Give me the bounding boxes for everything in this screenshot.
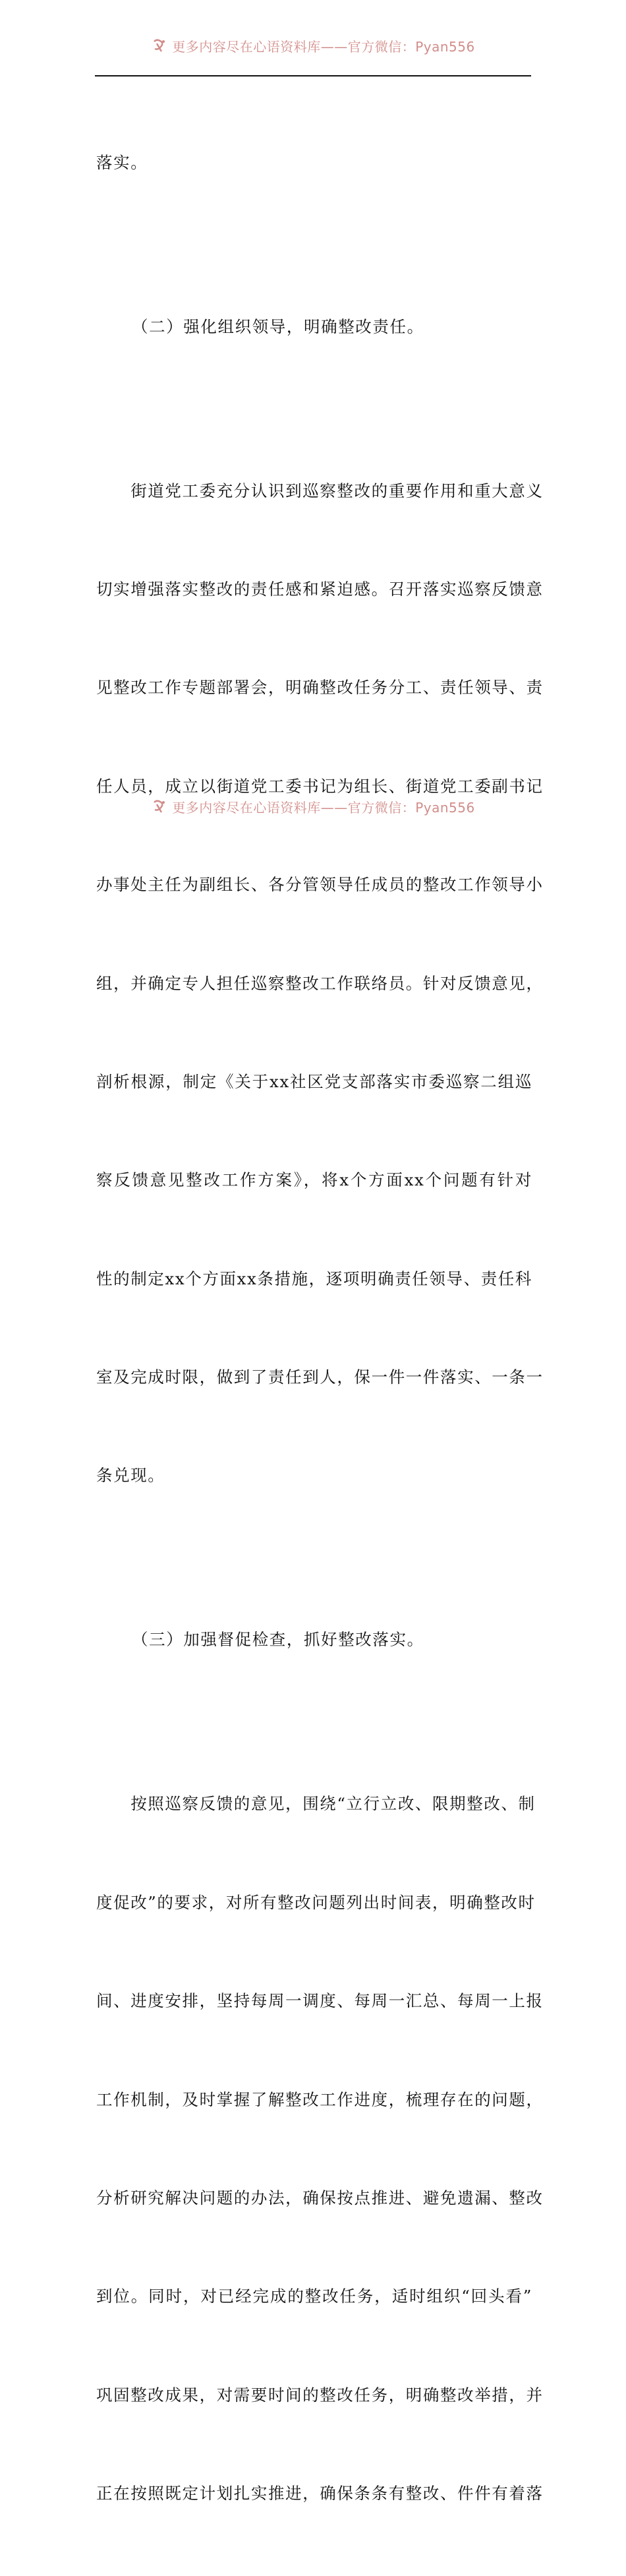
text-line: 条兑现。 [96, 1466, 165, 1485]
text-line: 巩固整改成果，对需要时间的整改任务，明确整改举措，并 [96, 2385, 544, 2405]
text-line: 室及完成时限，做到了责任到人，保一件一件落实、一条一 [96, 1367, 544, 1387]
section-heading-2 [96, 245, 532, 409]
text-line: 分析研究解决问题的办法，确保按点推进、避免遗漏、整改 [96, 2188, 544, 2207]
text-line: 见整改工作专题部署会，明确整改任务分工、责任领导、责 [96, 678, 544, 698]
heading-text: （三）加强督促检查，抓好整改落实。 [132, 1630, 424, 1650]
text-line: 察反馈意见整改工作方案》，将x个方面xx个问题有针对 [96, 1170, 532, 1190]
section-heading-3 [96, 1558, 532, 1722]
text-line: 度促改”的要求，对所有整改问题列出时间表，明确整改时 [96, 1892, 536, 1912]
header-rule [95, 75, 531, 76]
text-line: 正在按照既定计划扎实推进，确保条条有整改、件件有着落 [96, 2484, 544, 2503]
watermark-logo-icon [151, 37, 168, 54]
text-line: 落实。 [96, 152, 148, 172]
paragraph-body-1 [96, 409, 544, 1558]
text-line: 街道党工委充分认识到巡察整改的重要作用和重大意义 [96, 481, 544, 500]
text-line: 按照巡察反馈的意见，围绕“立行立改、限期整改、制 [96, 1794, 536, 1814]
watermark-header [0, 34, 626, 57]
text-line: 剖析根源，制定《关于xx社区党支部落实市委巡察二组巡 [96, 1071, 532, 1091]
text-line: 办事处主任为副组长、各分管领导任成员的整改工作领导小 [96, 875, 544, 895]
text-line: 任人员，成立以街道党工委书记为组长、街道党工委副书记 [96, 776, 544, 796]
text-line: 间、进度安排，坚持每周一调度、每周一汇总、每周一上报 [96, 1991, 544, 2011]
paragraph-body-2 [96, 1722, 544, 2576]
watermark-text: 更多内容尽在心语资料库——官方微信：Pyan556 [172, 38, 475, 55]
text-line: 到位。同时，对已经完成的整改任务，适时组织“回头看” [96, 2287, 532, 2306]
text-line: 切实增强落实整改的责任感和紧迫感。召开落实巡察反馈意 [96, 579, 544, 599]
heading-text: （二）强化组织领导，明确整改责任。 [132, 316, 424, 336]
text-line: 组，并确定专人担任巡察整改工作联络员。针对反馈意见， [96, 973, 544, 993]
watermark-text: 更多内容尽在心语资料库——官方微信：Pyan556 [172, 799, 475, 816]
watermark-logo-icon [151, 798, 168, 815]
document-body [96, 80, 544, 2576]
text-line: 工作机制，及时掌握了解整改工作进度，梳理存在的问题， [96, 2089, 544, 2109]
paragraph-continuation [96, 80, 532, 245]
watermark-footer [0, 795, 626, 818]
text-line: 性的制定xx个方面xx条措施，逐项明确责任领导、责任科 [96, 1269, 532, 1288]
